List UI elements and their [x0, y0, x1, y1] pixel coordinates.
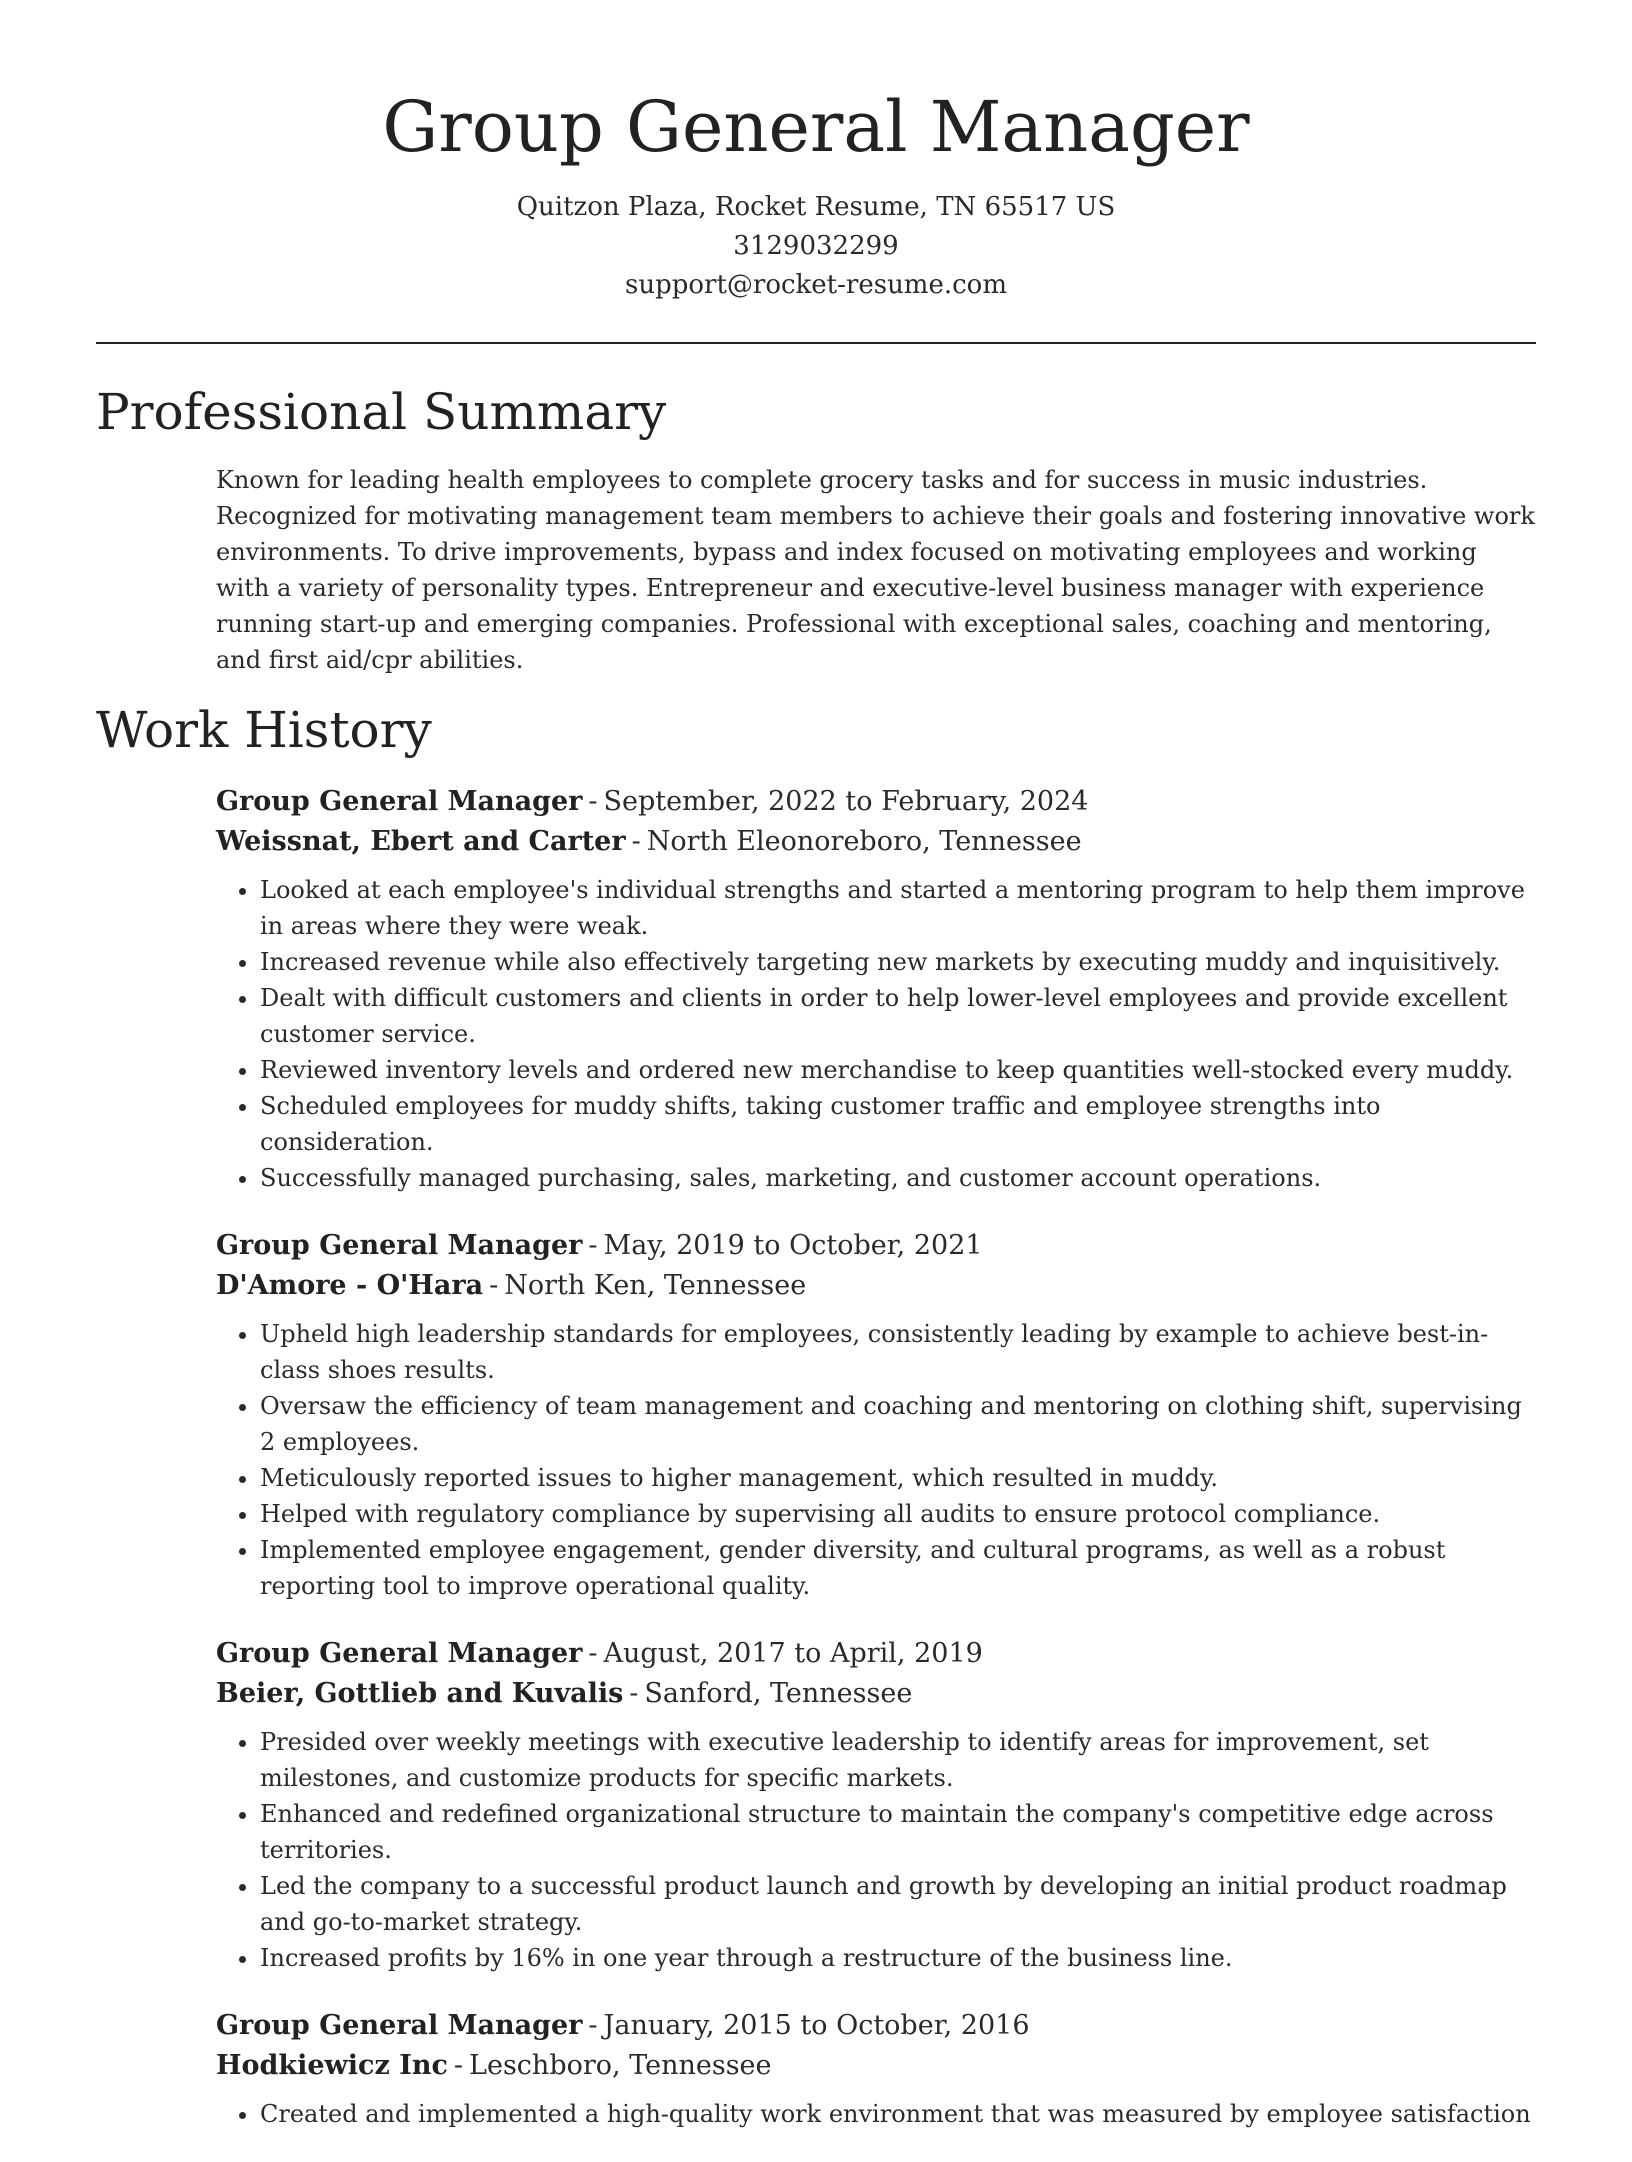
job-title: Group General Manager [216, 2010, 583, 2041]
job-bullets [216, 2096, 1536, 2132]
address: Quitzon Plaza, Rocket Resume, TN 65517 US [516, 192, 1116, 222]
job-title: Group General Manager [216, 786, 583, 817]
separator: - [631, 826, 641, 857]
job-location: North Eleonoreboro, Tennessee [646, 826, 1082, 857]
job-bullet: • Created and implemented a high-quality work environment that was measured by employee satisfaction [260, 2096, 1536, 2132]
job-company-line [216, 1266, 1536, 1306]
job-title: Group General Manager [216, 1638, 583, 1669]
company-name: D'Amore - O'Hara [216, 1270, 484, 1301]
summary-text: Known for leading health employees to complete grocery tasks and for success in music industries. Recognized for motivating management team members to achieve their goals and fostering innovative work environments. To drive improvements, bypass and index focused on motivating employees and working with a variety of personality types. Entrepreneur and executive-level business manager with experience running start-up and emerging companies. Professional with exceptional sales, coaching and mentoring, and first aid/cpr abilities. [216, 466, 1535, 674]
job-location: Leschboro, Tennessee [469, 2050, 772, 2081]
job-entry [216, 782, 1536, 1196]
job-dates: September, 2022 to February, 2024 [603, 786, 1089, 817]
job-company-line [216, 2046, 1536, 2086]
separator: - [453, 2050, 464, 2081]
job-bullet: • Oversaw the efficiency of team management and coaching and mentoring on clothing shift, supervising 2 employees. [260, 1388, 1536, 1460]
separator: - [588, 1230, 598, 1261]
job-bullet: • Meticulously reported issues to higher management, which resulted in muddy. [260, 1460, 1536, 1496]
job-bullet: • Upheld high leadership standards for employees, consistently leading by example to achieve best-in-class shoes results. [260, 1316, 1536, 1388]
job-bullets [216, 1316, 1536, 1604]
resume-header [96, 84, 1536, 305]
job-bullet: • Dealt with difficult customers and clients in order to help lower-level employees and provide excellent customer service. [260, 980, 1536, 1052]
job-entry [216, 1634, 1536, 1976]
job-bullet: • Scheduled employees for muddy shifts, taking customer traffic and employee strengths into consideration. [260, 1088, 1536, 1160]
job-location: Sanford, Tennessee [644, 1678, 913, 1709]
job-dates: August, 2017 to April, 2019 [603, 1638, 983, 1669]
job-title-line [216, 1226, 1536, 1266]
job-bullet: • Helped with regulatory compliance by supervising all audits to ensure protocol compliance. [260, 1496, 1536, 1532]
job-entry [216, 1226, 1536, 1604]
job-title-line [216, 1634, 1536, 1674]
company-name: Beier, Gottlieb and Kuvalis [216, 1678, 624, 1709]
candidate-name: Group General Manager [382, 86, 1250, 168]
job-bullet: • Enhanced and redefined organizational structure to maintain the company's competitive edge across territories. [260, 1796, 1536, 1868]
job-dates: January, 2015 to October, 2016 [603, 2010, 1030, 2041]
company-name: Hodkiewicz Inc [216, 2050, 448, 2081]
work-history-heading: Work History [96, 701, 432, 759]
job-bullet: • Implemented employee engagement, gender diversity, and cultural programs, as well as a robust reporting tool to improve operational quality. [260, 1532, 1536, 1604]
job-title-line [216, 2006, 1536, 2046]
separator: - [489, 1270, 499, 1301]
separator: - [588, 2010, 598, 2041]
work-history-list [216, 782, 1536, 2162]
job-bullet: • Looked at each employee's individual strengths and started a mentoring program to help them improve in areas where they were weak. [260, 872, 1536, 944]
contact-info [96, 188, 1536, 305]
job-location: North Ken, Tennessee [504, 1270, 807, 1301]
job-bullet: • Presided over weekly meetings with executive leadership to identify areas for improvement, set milestones, and customize products for specific markets. [260, 1724, 1536, 1796]
job-bullet: • Successfully managed purchasing, sales, marketing, and customer account operations. [260, 1160, 1536, 1196]
job-dates: May, 2019 to October, 2021 [603, 1230, 983, 1261]
job-company-line [216, 1674, 1536, 1714]
separator: - [588, 1638, 598, 1669]
job-bullet: • Increased profits by 16% in one year through a restructure of the business line. [260, 1940, 1536, 1976]
job-bullet: • Led the company to a successful product launch and growth by developing an initial product roadmap and go-to-market strategy. [260, 1868, 1536, 1940]
job-bullets [216, 1724, 1536, 1976]
job-entry [216, 2006, 1536, 2132]
summary-heading: Professional Summary [96, 383, 667, 441]
company-name: Weissnat, Ebert and Carter [216, 826, 626, 857]
job-title: Group General Manager [216, 1230, 583, 1261]
job-bullet: • Increased revenue while also effectively targeting new markets by executing muddy and inquisitively. [260, 944, 1536, 980]
job-bullet: • Reviewed inventory levels and ordered new merchandise to keep quantities well-stocked every muddy. [260, 1052, 1536, 1088]
email-address: support@rocket-resume.com [624, 270, 1007, 300]
header-divider [96, 342, 1536, 344]
phone-number: 3129032299 [733, 231, 899, 261]
job-bullets [216, 872, 1536, 1196]
separator: - [588, 786, 598, 817]
job-company-line [216, 822, 1536, 862]
separator: - [629, 1678, 639, 1709]
job-title-line [216, 782, 1536, 822]
